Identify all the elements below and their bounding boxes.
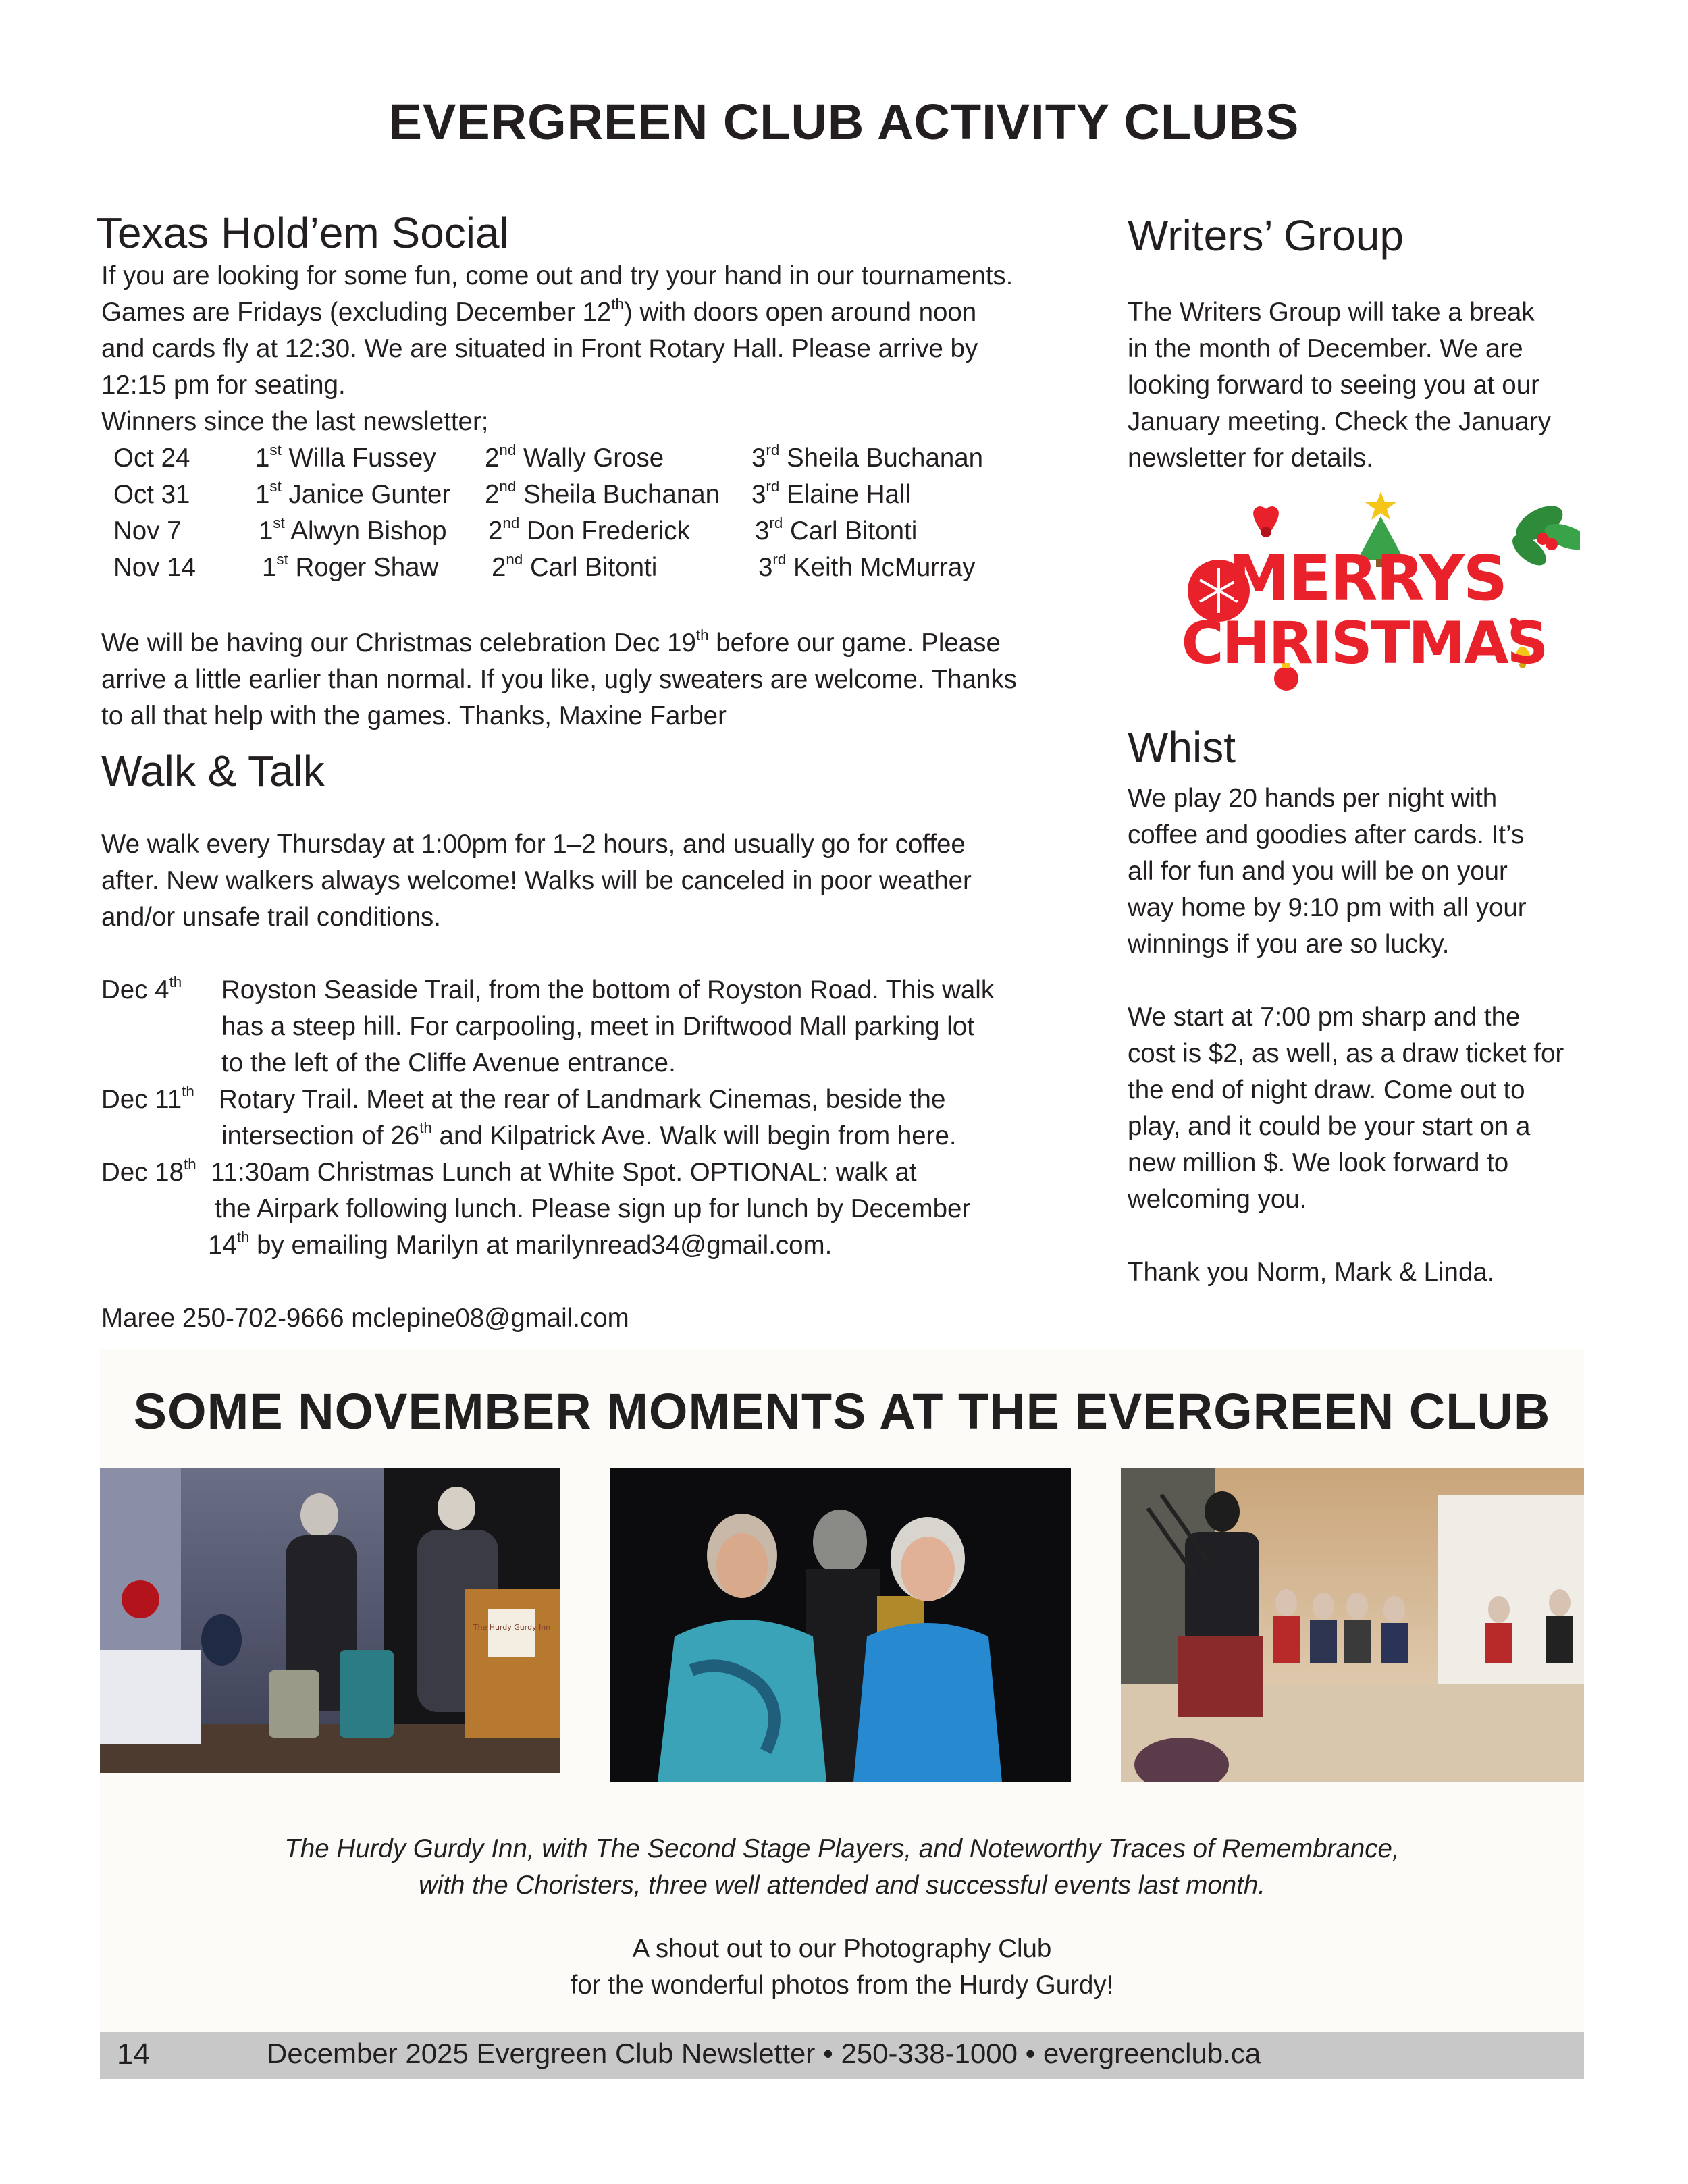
whist-line: winnings if you are so lucky. [1128, 930, 1450, 959]
whist-line: We start at 7:00 pm sharp and the [1128, 1003, 1521, 1032]
caption-line: with the Choristers, three well attended and successful events last month. [418, 1871, 1266, 1900]
page-number: 14 [117, 2037, 150, 2071]
winner-date: Nov 14 [113, 553, 196, 582]
winner-second: 2nd Wally Grose [485, 441, 664, 473]
writers-line: in the month of December. We are [1128, 334, 1523, 363]
writers-line: The Writers Group will take a break [1128, 298, 1535, 327]
writers-line: newsletter for details. [1128, 444, 1373, 473]
moments-heading: SOME NOVEMBER MOMENTS AT THE EVERGREEN CLUB [133, 1383, 1551, 1439]
walk-intro-line: after. New walkers always welcome! Walks will be canceled in poor weather [101, 866, 972, 895]
shout-line: A shout out to our Photography Club [632, 1934, 1052, 1963]
texas-celebration-line: arrive a little earlier than normal. If you like, ugly sweaters are welcome. Thanks [101, 665, 1017, 694]
photo-second-stage-players [610, 1468, 1071, 1782]
walk-date: Dec 11th [101, 1082, 194, 1114]
winner-third: 3rd Elaine Hall [751, 477, 912, 509]
walk-line: 11:30am Christmas Lunch at White Spot. OPTIONAL: walk at [211, 1158, 917, 1187]
photo-remembrance-choristers [1121, 1468, 1584, 1782]
texas-intro-line: and cards fly at 12:30. We are situated in Front Rotary Hall. Please arrive by [101, 334, 978, 363]
walk-entry [101, 972, 1080, 1082]
walk-intro-line: and/or unsafe trail conditions. [101, 903, 441, 932]
walk-intro [101, 826, 1080, 936]
writers-heading: Writers’ Group [1128, 211, 1404, 260]
winner-second: 2nd Don Frederick [488, 514, 690, 545]
walk-line: intersection of 26th and Kilpatrick Ave. Walk will begin from here. [221, 1119, 957, 1150]
texas-intro-line: Winners since the last newsletter; [101, 407, 489, 436]
footer-text: December 2025 Evergreen Club Newsletter • 250-338-1000 • evergreenclub.ca [267, 2037, 1261, 2069]
shout-line: for the wonderful photos from the Hurdy Gurdy! [570, 1971, 1114, 2000]
whist-thanks: Thank you Norm, Mark & Linda. [1128, 1258, 1495, 1287]
texas-celebration-line: to all that help with the games. Thanks, Maxine Farber [101, 701, 727, 730]
whist-line: new million $. We look forward to [1128, 1148, 1509, 1177]
walk-contact: Maree 250-702-9666 mclepine08@gmail.com [101, 1304, 629, 1333]
whist-line: play, and it could be your start on a [1128, 1112, 1531, 1141]
photo-sign-text: The Hurdy Gurdy Inn [473, 1623, 551, 1632]
xmas-line1: MERRYS [1228, 542, 1506, 614]
walk-heading: Walk & Talk [101, 747, 325, 795]
texas-intro-line: Games are Fridays (excluding December 12th) with doors open around noon [101, 295, 977, 327]
whist-line: We play 20 hands per night with [1128, 784, 1498, 813]
whist-para2 [1128, 999, 1587, 1218]
walk-line: Rotary Trail. Meet at the rear of Landmark Cinemas, beside the [219, 1085, 946, 1114]
whist-para1 [1128, 780, 1587, 963]
winner-first: 1st Willa Fussey [255, 441, 436, 473]
winner-second: 2nd Sheila Buchanan [485, 477, 720, 509]
winner-third: 3rd Sheila Buchanan [751, 441, 984, 473]
caption-line: The Hurdy Gurdy Inn, with The Second Stage Players, and Noteworthy Traces of Remembrance, [284, 1834, 1400, 1863]
whist-line: the end of night draw. Come out to [1128, 1075, 1525, 1104]
texas-celebration [101, 625, 1074, 735]
texas-heading: Texas Hold’em Social [96, 209, 509, 257]
photo-hurdy-gurdy-stage [100, 1468, 560, 1773]
merry-christmas-graphic [1161, 486, 1580, 702]
walk-line: has a steep hill. For carpooling, meet in Driftwood Mall parking lot [221, 1012, 974, 1041]
winner-third: 3rd Keith McMurray [758, 550, 976, 582]
texas-intro-line: If you are looking for some fun, come out and try your hand in our tournaments. [101, 261, 1013, 290]
whist-heading: Whist [1128, 723, 1236, 772]
texas-celebration-line: We will be having our Christmas celebration Dec 19th before our game. Please [101, 626, 1001, 658]
walk-entry [101, 1082, 1080, 1154]
walk-schedule [101, 972, 1080, 1264]
whist-line: welcoming you. [1128, 1185, 1307, 1214]
winner-first: 1st Janice Gunter [255, 477, 451, 509]
writers-line: looking forward to seeing you at our [1128, 371, 1539, 400]
walk-line: the Airpark following lunch. Please sign up for lunch by December [215, 1194, 971, 1223]
winner-first: 1st Roger Shaw [262, 550, 439, 582]
walk-entry [101, 1154, 1080, 1264]
writers-text [1128, 294, 1587, 477]
whist-line: coffee and goodies after cards. It’s [1128, 820, 1525, 849]
walk-date: Dec 18th [101, 1155, 196, 1187]
whist-line: cost is $2, as well, as a draw ticket for [1128, 1039, 1564, 1068]
texas-intro-line: 12:15 pm for seating. [101, 371, 346, 400]
walk-intro-line: We walk every Thursday at 1:00pm for 1–2 hours, and usually go for coffee [101, 830, 966, 859]
photography-shout-out [100, 1931, 1584, 2004]
walk-date: Dec 4th [101, 973, 182, 1005]
xmas-line2: CHRISTMAS [1181, 610, 1547, 677]
whist-line: way home by 9:10 pm with all your [1128, 893, 1527, 922]
holly-icon [1507, 499, 1580, 571]
walk-line: to the left of the Cliffe Avenue entrance. [221, 1048, 676, 1077]
texas-intro [101, 258, 1074, 440]
winner-date: Oct 24 [113, 444, 190, 473]
winner-date: Oct 31 [113, 480, 190, 509]
writers-line: January meeting. Check the January [1128, 407, 1552, 436]
whist-line: all for fun and you will be on your [1128, 857, 1508, 886]
winner-date: Nov 7 [113, 516, 182, 545]
walk-line: Royston Seaside Trail, from the bottom of Royston Road. This walk [221, 976, 995, 1005]
walk-line: 14th by emailing Marilyn at marilynread34@gmail.com. [208, 1228, 833, 1260]
moments-caption [100, 1831, 1584, 1904]
winner-second: 2nd Carl Bitonti [492, 550, 658, 582]
winner-first: 1st Alwyn Bishop [259, 514, 447, 545]
page-title: EVERGREEN CLUB ACTIVITY CLUBS [388, 94, 1300, 150]
bow-icon [1253, 506, 1279, 537]
winner-third: 3rd Carl Bitonti [755, 514, 918, 545]
